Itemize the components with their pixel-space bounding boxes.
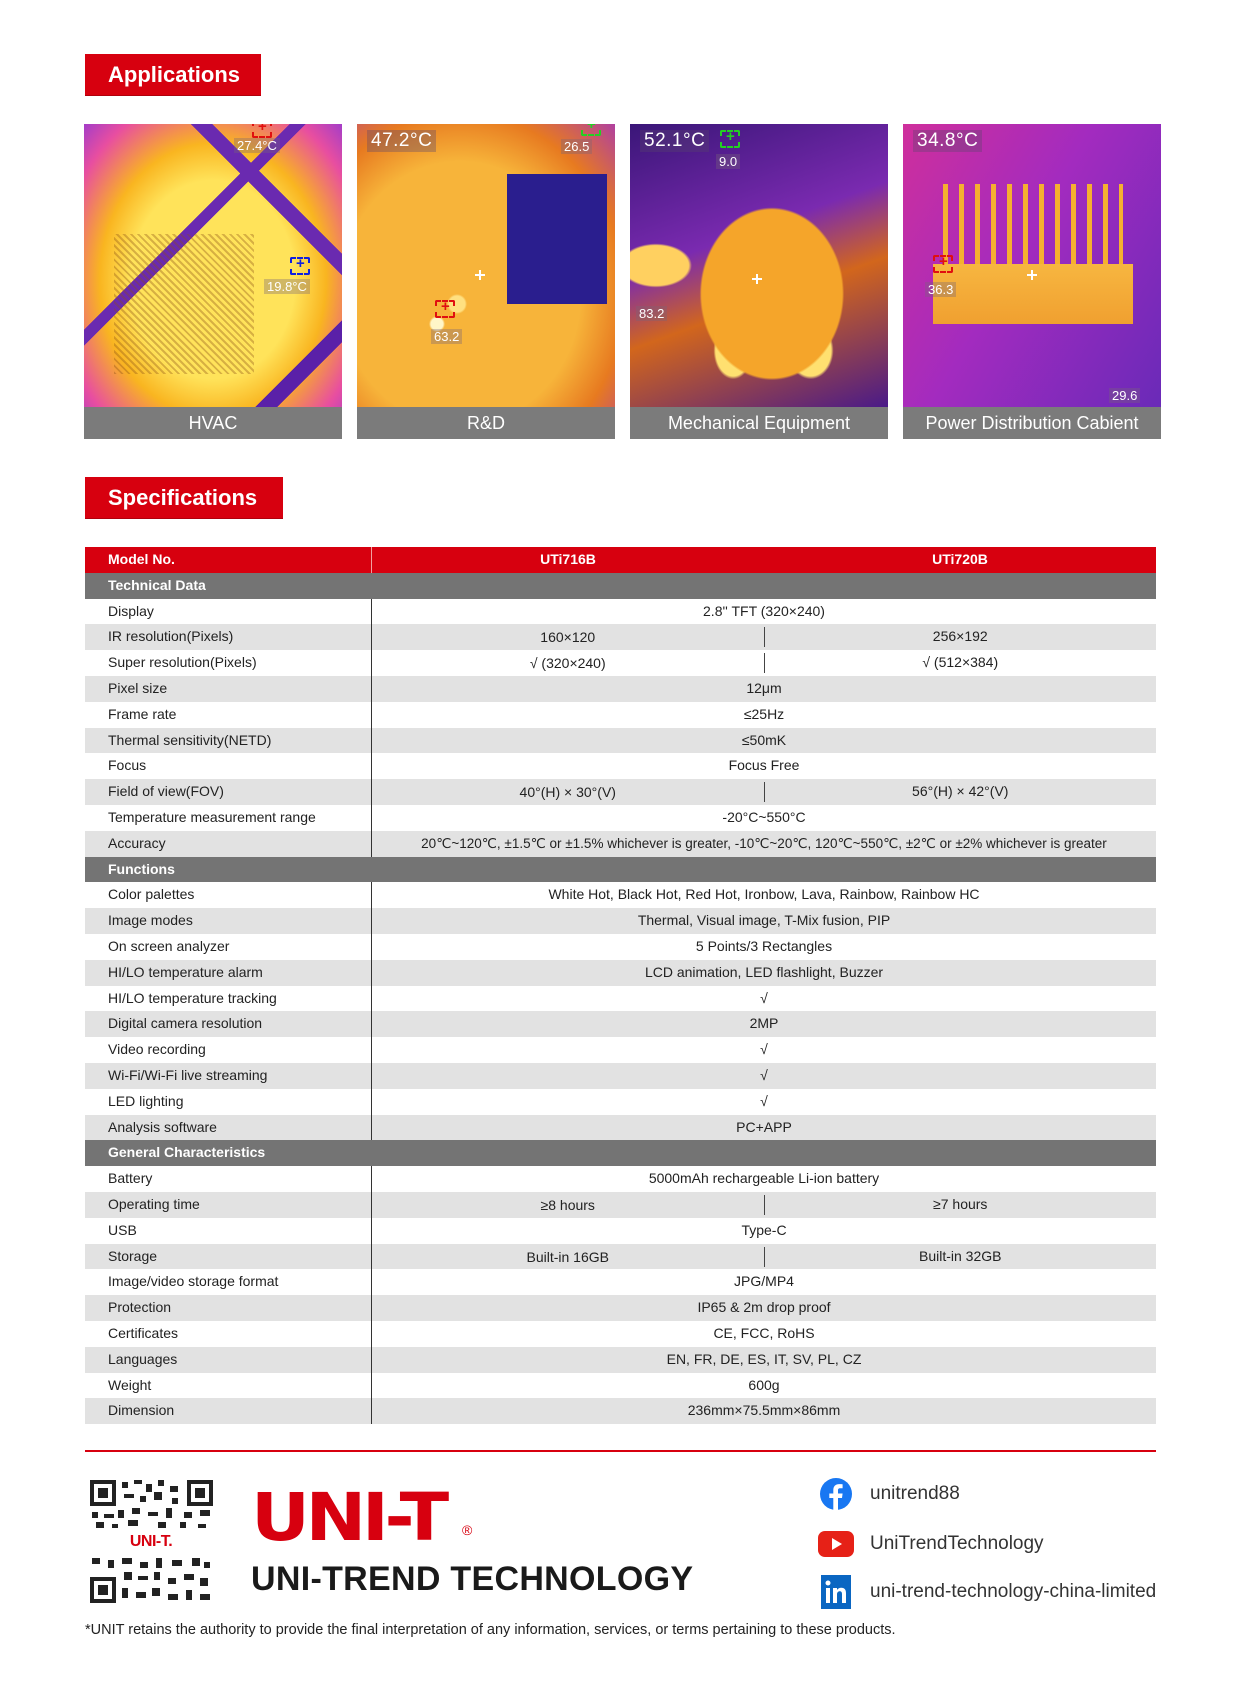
- spec-label: Frame rate: [85, 702, 372, 728]
- spec-value: 236mm×75.5mm×86mm: [687, 1402, 841, 1419]
- application-card-power: [903, 124, 1161, 439]
- spec-value: 5 Points/3 Rectangles: [695, 937, 833, 954]
- linkedin-icon: [818, 1574, 854, 1610]
- temp-readout: 36.3: [925, 282, 956, 297]
- thermal-image-power: [903, 124, 1161, 407]
- spec-value: -20°C~550°C: [722, 808, 806, 825]
- spec-value: √: [760, 989, 768, 1006]
- spec-value-model-a: 40°(H) × 30°(V): [372, 782, 765, 802]
- table-section-header: [85, 857, 1156, 883]
- cold-spot-marker-icon: [290, 257, 310, 275]
- table-row: [85, 1321, 1156, 1347]
- spec-value: 600g: [748, 1376, 780, 1393]
- spec-label: Super resolution(Pixels): [85, 650, 372, 676]
- spec-value-model-b: 256×192: [932, 628, 988, 645]
- spec-value-model-b: √ (512×384): [922, 654, 999, 671]
- spec-label: Certificates: [85, 1321, 372, 1347]
- application-card-rnd: [357, 124, 615, 439]
- caption-rnd: R&D: [357, 407, 615, 439]
- applications-gallery: [84, 124, 1161, 439]
- table-row: [85, 934, 1156, 960]
- table-row: [85, 624, 1156, 650]
- spec-label: Weight: [85, 1373, 372, 1399]
- table-row: [85, 1011, 1156, 1037]
- spec-value-model-a: Built-in 16GB: [372, 1247, 765, 1267]
- social-youtube-link[interactable]: [818, 1526, 1044, 1562]
- spec-label: IR resolution(Pixels): [85, 624, 372, 650]
- table-row: [85, 599, 1156, 625]
- spec-label: Image/video storage format: [85, 1269, 372, 1295]
- youtube-handle: UniTrendTechnology: [870, 1533, 1044, 1554]
- disclaimer-text: *UNIT retains the authority to provide the final interpretation of any information, services, or terms pertaining to these products.: [85, 1622, 896, 1638]
- qr-code[interactable]: [88, 1478, 215, 1605]
- application-card-hvac: [84, 124, 342, 439]
- qr-brand-logo: UNI-T.: [102, 1532, 200, 1552]
- youtube-icon: [818, 1526, 854, 1562]
- spec-label: LED lighting: [85, 1089, 372, 1115]
- spec-label: Display: [85, 599, 372, 625]
- table-row: [85, 753, 1156, 779]
- spec-value: √: [760, 1066, 768, 1083]
- spec-label: HI/LO temperature alarm: [85, 960, 372, 986]
- spec-value: Focus Free: [728, 757, 800, 774]
- temp-readout: 19.8°C: [264, 279, 310, 294]
- spec-label: Storage: [85, 1244, 372, 1270]
- spec-value-model-b: 56°(H) × 42°(V): [912, 783, 1009, 800]
- table-body: [85, 573, 1156, 1424]
- spec-value: √: [760, 1041, 768, 1058]
- section-title: Functions: [108, 860, 175, 877]
- social-facebook-link[interactable]: [818, 1476, 960, 1512]
- section-title: General Characteristics: [108, 1144, 266, 1161]
- spec-label: Battery: [85, 1166, 372, 1192]
- spec-label: Analysis software: [85, 1115, 372, 1141]
- spec-value: White Hot, Black Hot, Red Hot, Ironbow, Lava, Rainbow, Rainbow HC: [548, 886, 980, 903]
- table-row: [85, 882, 1156, 908]
- table-section-header: [85, 1140, 1156, 1166]
- spec-label: Thermal sensitivity(NETD): [85, 728, 372, 754]
- spec-label: Dimension: [85, 1398, 372, 1424]
- spec-value: Type-C: [741, 1221, 787, 1238]
- temp-readout: 27.4°C: [234, 138, 280, 153]
- table-row: [85, 1192, 1156, 1218]
- applications-heading: Applications: [85, 54, 261, 95]
- company-name: UNI-TREND TECHNOLOGY: [251, 1560, 694, 1598]
- table-row: [85, 650, 1156, 676]
- main-temp-readout: 47.2°C: [367, 130, 436, 152]
- table-row: [85, 1373, 1156, 1399]
- section-title: Technical Data: [108, 576, 206, 593]
- specifications-heading: Specifications: [85, 477, 283, 518]
- temp-readout: 9.0: [716, 154, 740, 169]
- spec-label: Operating time: [85, 1192, 372, 1218]
- facebook-handle: unitrend88: [870, 1483, 960, 1504]
- application-card-mechanical: [630, 124, 888, 439]
- table-row: [85, 1063, 1156, 1089]
- spec-label: Pixel size: [85, 676, 372, 702]
- hot-spot-marker-icon: [435, 300, 455, 318]
- spec-label: Image modes: [85, 908, 372, 934]
- target-marker-icon: [581, 124, 601, 136]
- caption-power: Power Distribution Cabient: [903, 407, 1161, 439]
- table-row: [85, 1295, 1156, 1321]
- facebook-icon: [818, 1476, 854, 1512]
- spec-value-model-a: ≥8 hours: [372, 1195, 765, 1215]
- spec-label: Focus: [85, 753, 372, 779]
- table-header-row: [85, 547, 1156, 573]
- caption-hvac: HVAC: [84, 407, 342, 439]
- thermal-image-rnd: [357, 124, 615, 407]
- table-bottom-rule: [85, 1450, 1156, 1452]
- spec-value: 12μm: [746, 679, 782, 696]
- spec-value: PC+APP: [736, 1118, 792, 1135]
- target-marker-icon: [720, 130, 740, 148]
- spec-value: 2MP: [749, 1015, 779, 1032]
- registered-mark: ®: [462, 1522, 473, 1538]
- table-row: [85, 805, 1156, 831]
- spec-value-model-a: 160×120: [372, 627, 765, 647]
- hot-spot-marker-icon: [252, 124, 272, 138]
- spec-label: Wi-Fi/Wi-Fi live streaming: [85, 1063, 372, 1089]
- spec-value: EN, FR, DE, ES, IT, SV, PL, CZ: [666, 1350, 862, 1367]
- table-row: [85, 1089, 1156, 1115]
- spec-label: HI/LO temperature tracking: [85, 986, 372, 1012]
- spec-label: Accuracy: [85, 831, 372, 857]
- center-crosshair-icon: [752, 274, 762, 284]
- temp-readout: 29.6: [1109, 388, 1140, 403]
- thermal-image-mechanical: [630, 124, 888, 407]
- spec-label: Languages: [85, 1347, 372, 1373]
- table-row: [85, 1037, 1156, 1063]
- header-model-label: Model No.: [85, 547, 372, 573]
- table-row: [85, 831, 1156, 857]
- spec-value: 2.8'' TFT (320×240): [703, 602, 825, 619]
- social-linkedin-link[interactable]: [818, 1574, 1156, 1610]
- table-row: [85, 1244, 1156, 1270]
- spec-value: 5000mAh rechargeable Li-ion battery: [648, 1170, 880, 1187]
- table-row: [85, 702, 1156, 728]
- spec-value: CE, FCC, RoHS: [713, 1324, 815, 1341]
- table-row: [85, 676, 1156, 702]
- spec-value: IP65 & 2m drop proof: [697, 1299, 831, 1316]
- temp-readout: 83.2: [636, 306, 667, 321]
- table-row: [85, 1166, 1156, 1192]
- spec-label: Protection: [85, 1295, 372, 1321]
- spec-value: LCD animation, LED flashlight, Buzzer: [644, 963, 884, 980]
- table-row: [85, 1269, 1156, 1295]
- spec-value-model-b: Built-in 32GB: [919, 1247, 1002, 1264]
- spec-label: Color palettes: [85, 882, 372, 908]
- temp-readout: 63.2: [431, 329, 462, 344]
- caption-mechanical: Mechanical Equipment: [630, 407, 888, 439]
- main-temp-readout: 34.8°C: [913, 130, 982, 152]
- thermal-image-hvac: [84, 124, 342, 407]
- specifications-table: [85, 547, 1156, 1424]
- table-row: [85, 1218, 1156, 1244]
- spec-value: 20℃~120℃, ±1.5℃ or ±1.5% whichever is greater, -10℃~20℃, 120℃~550℃, ±2℃ or ±2% whichever is greater: [421, 835, 1107, 851]
- spec-value-model-a: √ (320×240): [372, 653, 765, 673]
- temp-readout: 26.5: [561, 139, 592, 154]
- table-row: [85, 1398, 1156, 1424]
- table-row: [85, 779, 1156, 805]
- spec-value: ≤25Hz: [743, 705, 785, 722]
- main-temp-readout: 52.1°C: [640, 130, 709, 152]
- table-section-header: [85, 573, 1156, 599]
- linkedin-handle: uni-trend-technology-china-limited: [870, 1581, 1157, 1602]
- header-model-b: UTi720B: [932, 551, 988, 567]
- uni-t-logo: UNI-T: [251, 1479, 445, 1556]
- center-crosshair-icon: [1027, 270, 1037, 280]
- center-crosshair-icon: [475, 270, 485, 280]
- table-row: [85, 908, 1156, 934]
- spec-label: On screen analyzer: [85, 934, 372, 960]
- header-model-a: UTi716B: [540, 551, 596, 567]
- spec-label: Temperature measurement range: [85, 805, 372, 831]
- hot-spot-marker-icon: [933, 255, 953, 273]
- table-row: [85, 986, 1156, 1012]
- spec-value: √: [760, 1092, 768, 1109]
- spec-value: ≤50mK: [741, 731, 787, 748]
- spec-label: USB: [85, 1218, 372, 1244]
- spec-value: JPG/MP4: [734, 1273, 794, 1290]
- table-row: [85, 1115, 1156, 1141]
- spec-value-model-b: ≥7 hours: [933, 1195, 988, 1212]
- spec-label: Field of view(FOV): [85, 779, 372, 805]
- table-row: [85, 728, 1156, 754]
- spec-label: Video recording: [85, 1037, 372, 1063]
- spec-label: Digital camera resolution: [85, 1011, 372, 1037]
- table-row: [85, 1347, 1156, 1373]
- spec-value: Thermal, Visual image, T-Mix fusion, PIP: [637, 912, 891, 929]
- table-row: [85, 960, 1156, 986]
